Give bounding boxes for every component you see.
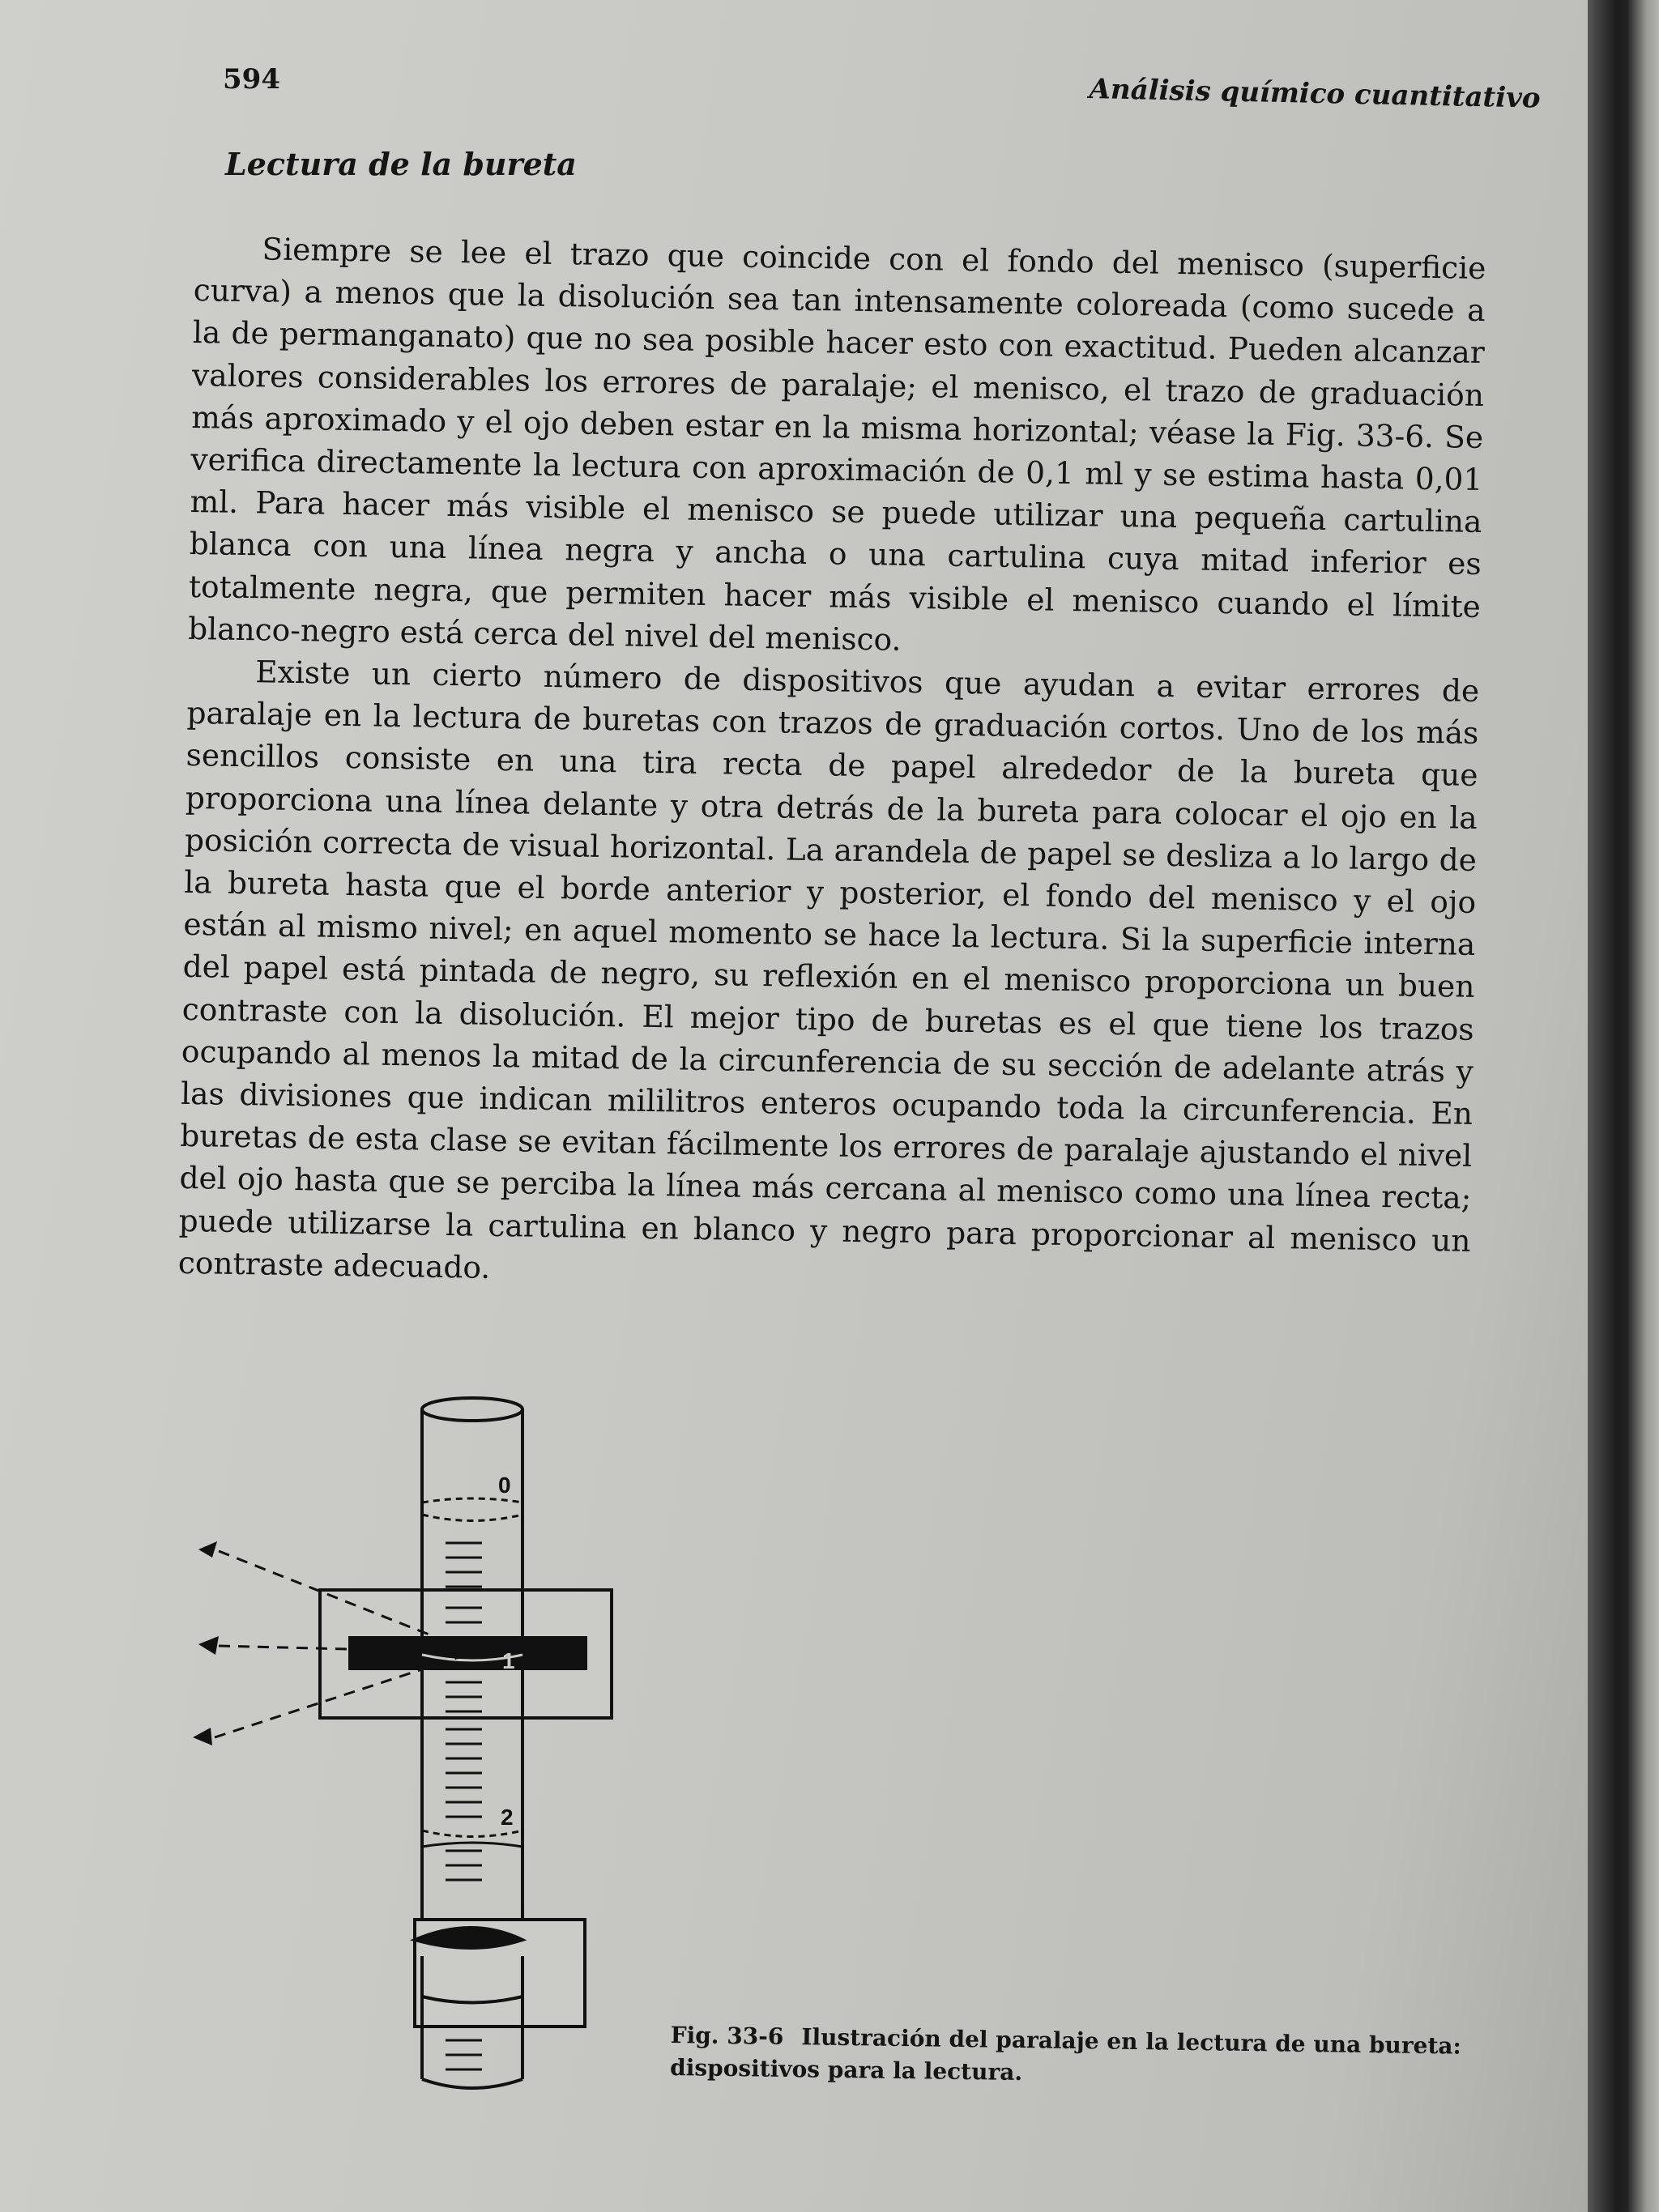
burette-figure (178, 1381, 632, 2102)
figure-label: Fig. 33-6 (670, 2021, 784, 2050)
figure-caption-text: Ilustración del paralaje en la lectura de una bureta: dispositivos para la lectura. (669, 2023, 1462, 2086)
burette-illustration (178, 1381, 632, 2102)
figure-caption (670, 2019, 1497, 2095)
paragraph-2: Existe un cierto número de dispositivos que ayudan a evitar errores de paralaje en la lectura de buretas con trazos de graduación cortos. Uno de los más sencillos consiste en una tira recta de papel alrededor de la bureta que proporciona una línea delante y otra detrás de la bureta para colocar el ojo en la posición correcta de visual horizontal. La arandela de papel se desliza a lo largo de la bureta hasta que el borde anterior y posterior, el fondo del menisco y el ojo están al mismo nivel; en aquel momento se hace la lectura. Si la superficie interna del papel está pintada de negro, su reflexión en el menisco proporciona un buen contraste con la disolución. El mejor tipo de buretas es el que tiene los trazos ocupando al menos la mitad de la circunferencia de su sección de adelante atrás y las divisiones que indican mililitros enteros ocupando toda la circunferencia. En buretas de esta clase se evitan fácilmente los errores de paralaje ajustando el nivel del ojo hasta que se perciba la línea más cercana al menisco como una línea recta; puede utilizarse la cartulina en blanco y negro para proporcionar al menisco un contraste adecuado. (177, 654, 1480, 1285)
scale-label-0: 0 (498, 1473, 511, 1498)
body-text (178, 227, 1486, 1304)
upper-meniscus (422, 1515, 522, 1521)
page-number: 594 (223, 63, 280, 96)
running-head: Análisis químico cuantitativo (1089, 73, 1541, 115)
paper-ring (415, 1920, 585, 2027)
paragraph-1: Siempre se lee el trazo que coincide con el fondo del menisco (superficie curva) a menos que la disolución sea tan intensamente coloreada (como sucede a la de permanganato) que no sea posible hacer esto con exactitud. Pueden alcanzar valores considerables los errores de paralaje; el menisco, el trazo de graduación más aproximado y el ojo deben estar en la misma horizontal; véase la Fig. 33-6. Se verifica directamente la lectura con aproximación de 0,1 ml y se estima hasta 0,01 ml. Para hacer más visible el menisco se puede utilizar una pequeña cartulina blanca con una línea negra y ancha o una cartulina cuya mitad inferior es totalmente negra, que permiten hacer más visible el menisco cuando el límite blanco-negro está cerca del nivel del menisco. (187, 231, 1486, 658)
black-band (348, 1636, 587, 1670)
scale-label-2: 2 (501, 1805, 514, 1830)
section-title: Lectura de la bureta (225, 146, 577, 182)
scale-label-1: 1 (502, 1648, 515, 1673)
eye-markers (193, 1541, 219, 1745)
next-page-edge (1628, 0, 1659, 2212)
lower-meniscus (422, 1831, 522, 1837)
